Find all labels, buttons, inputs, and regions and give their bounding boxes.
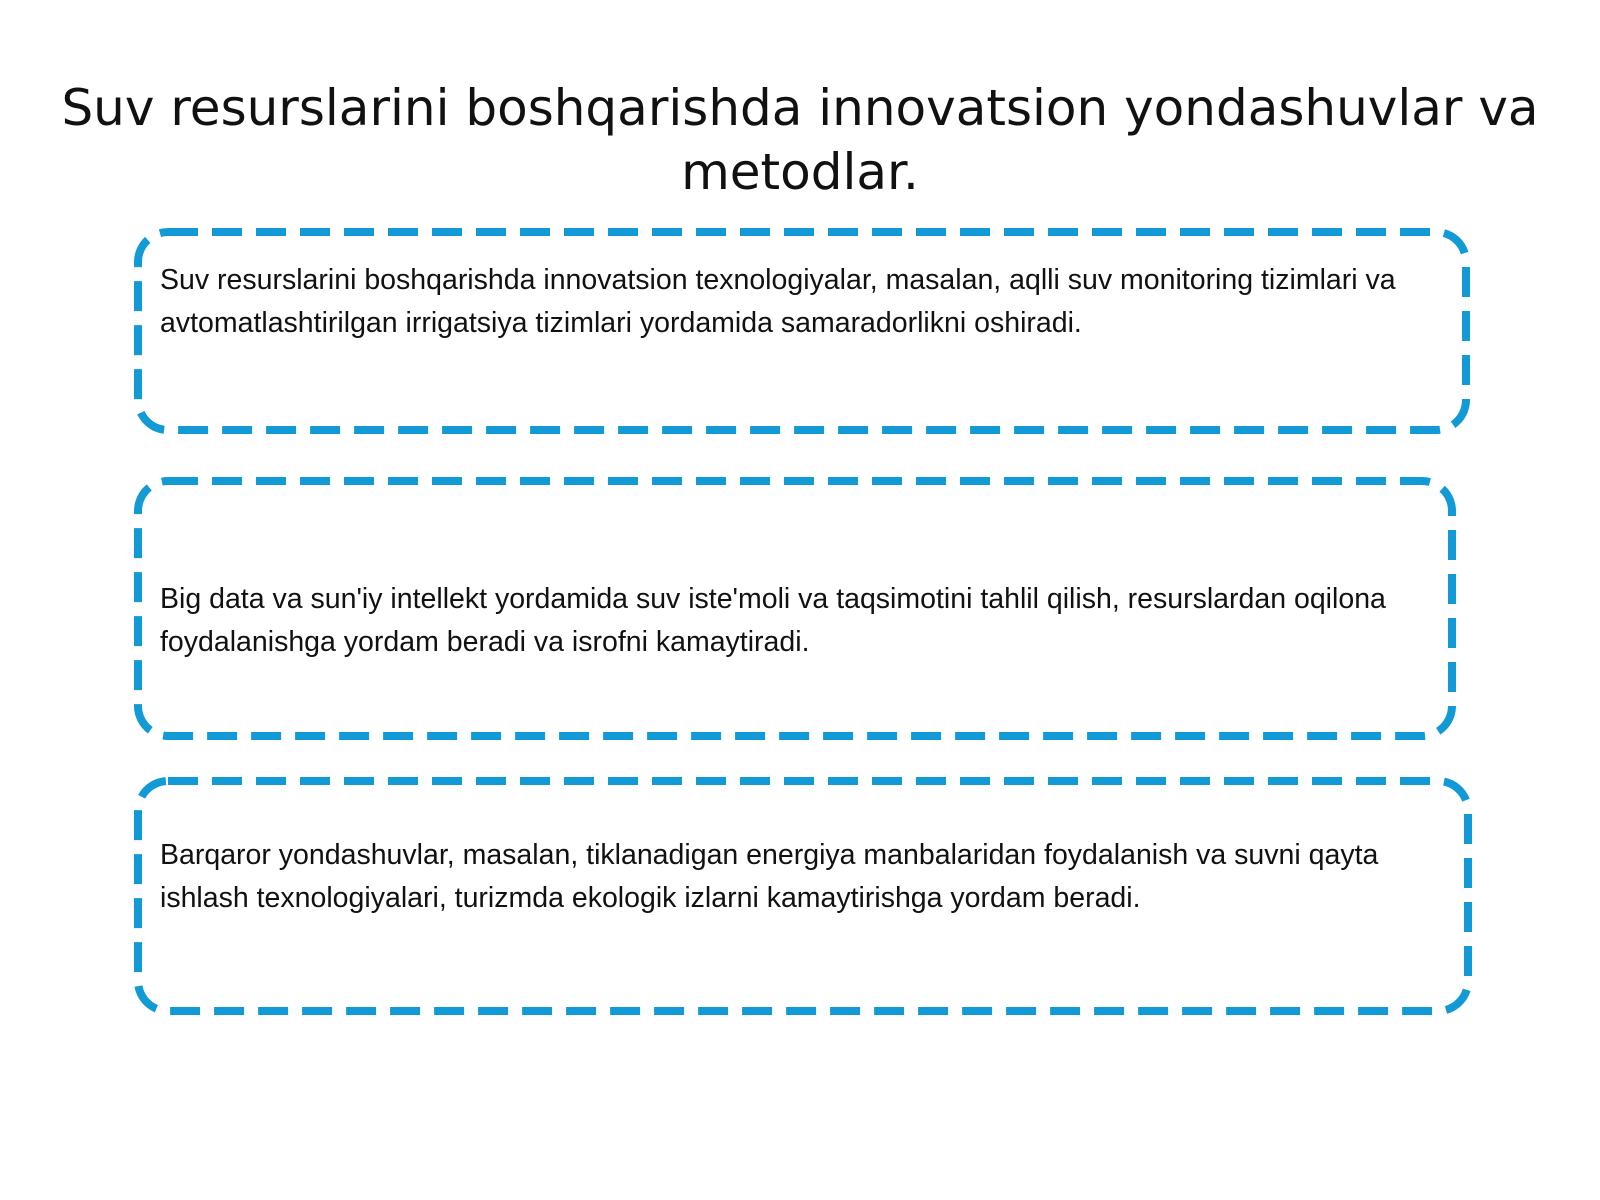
- box-3-text: Barqaror yondashuvlar, masalan, tiklanadigan energiya manbalaridan foydalanish va suvni qayta ishlash texnologiyalari, turizmda ekologik izlarni kamaytirishga yordam beradi.: [160, 839, 1379, 914]
- box-1-text: Suv resurslarini boshqarishda innovatsion texnologiyalar, masalan, aqlli suv monitoring tizimlari va avtomatlashtirilgan irrigatsiya tizimlari yordamida samaradorlikni oshiradi.: [160, 264, 1396, 339]
- slide-title: Suv resurslarini boshqarishda innovatsion yondashuvlar va metodlar.: [61, 79, 1539, 201]
- box-2-text: Big data va sun'iy intellekt yordamida suv iste'moli va taqsimotini tahlil qilish, resurslardan oqilona foydalanishga yordam beradi va isrofni kamaytiradi.: [160, 583, 1386, 658]
